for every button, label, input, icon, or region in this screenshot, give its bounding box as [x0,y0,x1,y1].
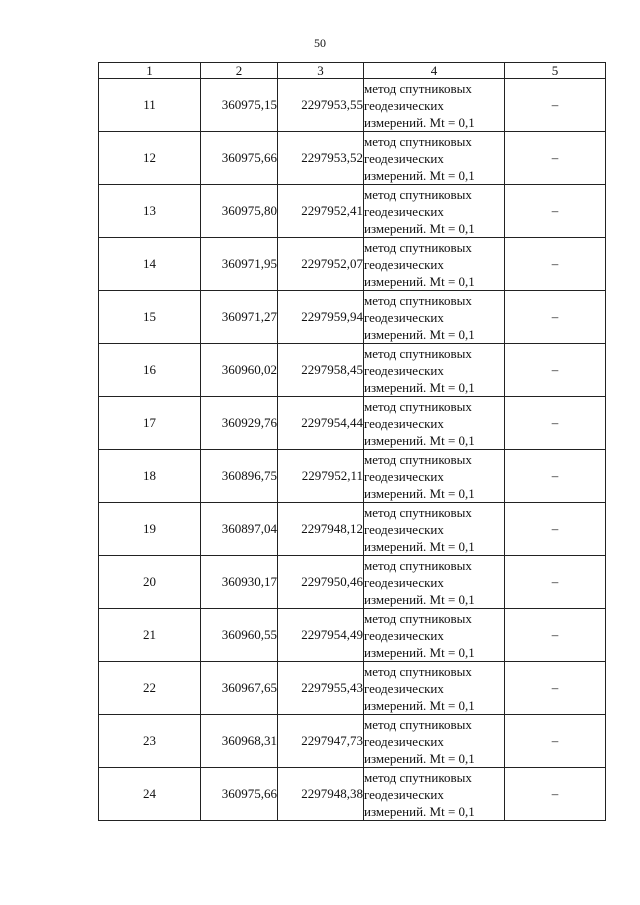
note-cell: – [505,715,606,768]
coordinate-x: 360967,65 [201,662,278,715]
table-row [99,503,606,556]
point-number: 18 [99,450,201,503]
point-number: 24 [99,768,201,821]
coordinate-x: 360975,15 [201,79,278,132]
point-number: 11 [99,79,201,132]
table-row [99,344,606,397]
method-line-3: измерений. Mt = 0,1 [364,379,475,395]
method-line-2: геодезических [364,574,444,590]
page-number: 50 [314,36,326,50]
point-number: 22 [99,662,201,715]
table-row [99,450,606,503]
column-header-3: 3 [278,63,364,79]
coordinate-x: 360897,04 [201,503,278,556]
coordinate-y: 2297948,12 [278,503,364,556]
method-cell [364,132,505,185]
note-cell: – [505,185,606,238]
point-number: 16 [99,344,201,397]
note-cell: – [505,132,606,185]
method-line-3: измерений. Mt = 0,1 [364,273,475,289]
note-cell: – [505,397,606,450]
coordinate-x: 360960,02 [201,344,278,397]
table-row [99,397,606,450]
coordinate-x: 360975,66 [201,768,278,821]
method-line-1: метод спутниковых [364,504,472,520]
coordinate-x: 360971,95 [201,238,278,291]
point-number: 17 [99,397,201,450]
table-header-row [99,63,606,79]
method-line-2: геодезических [364,203,444,219]
table-row [99,79,606,132]
coordinate-y: 2297953,55 [278,79,364,132]
table-row [99,715,606,768]
method-line-3: измерений. Mt = 0,1 [364,220,475,236]
coordinate-x: 360960,55 [201,609,278,662]
coordinate-y: 2297950,46 [278,556,364,609]
method-line-1: метод спутниковых [364,239,472,255]
method-line-2: геодезических [364,256,444,272]
note-cell: – [505,503,606,556]
note-cell: – [505,662,606,715]
coordinate-x: 360971,27 [201,291,278,344]
method-line-2: геодезических [364,627,444,643]
table-row [99,185,606,238]
method-line-1: метод спутниковых [364,133,472,149]
coordinate-x: 360929,76 [201,397,278,450]
note-cell: – [505,238,606,291]
table-row [99,556,606,609]
coordinate-y: 2297952,07 [278,238,364,291]
method-cell [364,238,505,291]
method-line-3: измерений. Mt = 0,1 [364,644,475,660]
method-cell [364,397,505,450]
method-line-2: геодезических [364,309,444,325]
method-line-3: измерений. Mt = 0,1 [364,485,475,501]
method-line-2: геодезических [364,150,444,166]
note-cell: – [505,344,606,397]
method-cell [364,450,505,503]
method-cell [364,185,505,238]
method-cell [364,609,505,662]
column-header-4: 4 [364,63,505,79]
method-line-1: метод спутниковых [364,610,472,626]
method-line-2: геодезических [364,786,444,802]
method-cell [364,715,505,768]
point-number: 14 [99,238,201,291]
method-line-1: метод спутниковых [364,557,472,573]
point-number: 19 [99,503,201,556]
method-line-1: метод спутниковых [364,663,472,679]
column-header-1: 1 [99,63,201,79]
column-header-2: 2 [201,63,278,79]
point-number: 15 [99,291,201,344]
coordinate-x: 360968,31 [201,715,278,768]
method-cell [364,79,505,132]
method-line-3: измерений. Mt = 0,1 [364,326,475,342]
method-line-2: геодезических [364,362,444,378]
table-row [99,609,606,662]
method-line-2: геодезических [364,97,444,113]
table-row [99,238,606,291]
coordinates-table [98,62,606,821]
note-cell: – [505,609,606,662]
point-number: 13 [99,185,201,238]
method-cell [364,291,505,344]
coordinate-y: 2297952,41 [278,185,364,238]
table-row [99,132,606,185]
method-line-3: измерений. Mt = 0,1 [364,750,475,766]
table-row [99,768,606,821]
method-line-2: геодезических [364,415,444,431]
note-cell: – [505,291,606,344]
coordinate-y: 2297947,73 [278,715,364,768]
method-line-1: метод спутниковых [364,398,472,414]
method-line-3: измерений. Mt = 0,1 [364,114,475,130]
method-line-3: измерений. Mt = 0,1 [364,167,475,183]
method-cell [364,503,505,556]
point-number: 21 [99,609,201,662]
coordinate-y: 2297958,45 [278,344,364,397]
table-body [99,79,606,821]
coordinate-y: 2297953,52 [278,132,364,185]
table-row [99,291,606,344]
method-line-2: геодезических [364,521,444,537]
method-line-3: измерений. Mt = 0,1 [364,538,475,554]
method-line-1: метод спутниковых [364,769,472,785]
point-number: 23 [99,715,201,768]
note-cell: – [505,450,606,503]
note-cell: – [505,79,606,132]
coordinate-y: 2297952,11 [278,450,364,503]
point-number: 20 [99,556,201,609]
coordinate-y: 2297954,49 [278,609,364,662]
method-cell [364,662,505,715]
method-line-1: метод спутниковых [364,186,472,202]
method-line-1: метод спутниковых [364,80,472,96]
method-cell [364,556,505,609]
table-row [99,662,606,715]
method-line-3: измерений. Mt = 0,1 [364,591,475,607]
coordinate-x: 360896,75 [201,450,278,503]
method-line-1: метод спутниковых [364,451,472,467]
coordinate-x: 360930,17 [201,556,278,609]
method-line-2: геодезических [364,680,444,696]
coordinate-y: 2297955,43 [278,662,364,715]
coordinate-y: 2297954,44 [278,397,364,450]
method-line-3: измерений. Mt = 0,1 [364,803,475,819]
coordinate-x: 360975,80 [201,185,278,238]
point-number: 12 [99,132,201,185]
note-cell: – [505,768,606,821]
method-line-3: измерений. Mt = 0,1 [364,432,475,448]
method-line-1: метод спутниковых [364,716,472,732]
coordinate-y: 2297959,94 [278,291,364,344]
method-line-2: геодезических [364,733,444,749]
method-line-1: метод спутниковых [364,292,472,308]
method-cell [364,768,505,821]
column-header-5: 5 [505,63,606,79]
coordinate-x: 360975,66 [201,132,278,185]
note-cell: – [505,556,606,609]
method-cell [364,344,505,397]
coordinate-y: 2297948,38 [278,768,364,821]
method-line-3: измерений. Mt = 0,1 [364,697,475,713]
method-line-1: метод спутниковых [364,345,472,361]
method-line-2: геодезических [364,468,444,484]
